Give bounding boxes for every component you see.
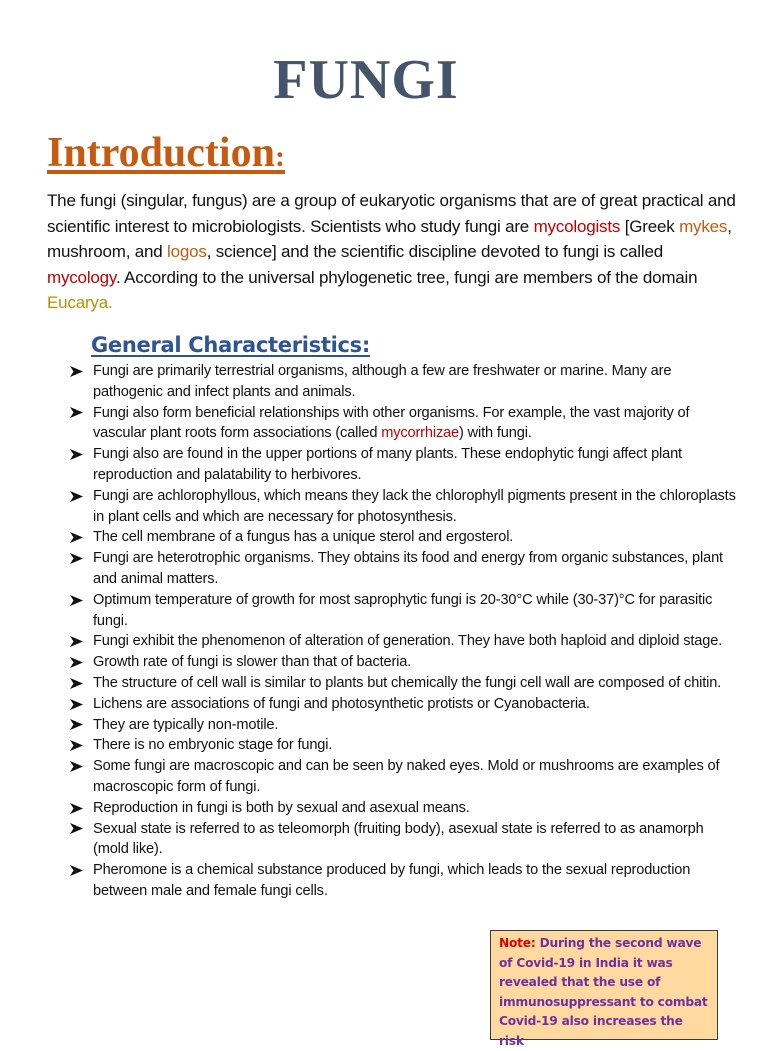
intro-text: , mushroom, and: [47, 216, 732, 261]
list-item: [70, 652, 740, 673]
arrowhead-bullet-icon: [70, 694, 84, 715]
term-logos: logos: [167, 242, 207, 261]
list-item: [70, 444, 740, 486]
list-item-text: Fungi also are found in the upper portions of many plants. These endophytic fungi affect plant reproduction and palatability to herbivores.: [93, 446, 682, 483]
list-item: [70, 403, 740, 445]
list-item-text: They are typically non-motile.: [93, 716, 279, 733]
list-item-text: Reproduction in fungi is both by sexual and asexual means.: [93, 799, 470, 816]
list-item-text: The structure of cell wall is similar to plants but chemically the fungi cell wall are composed of chitin.: [93, 674, 722, 691]
intro-text: The fungi (singular, fungus) are a group of eukaryotic organisms that are of great practical and scientific interest to microbiologists. Scientists who study fungi are: [47, 191, 736, 236]
list-item: [70, 548, 740, 590]
list-item: [70, 798, 740, 819]
arrowhead-bullet-icon: [70, 652, 84, 673]
list-item-text: Optimum temperature of growth for most saprophytic fungi is 20-30°C while (30-37)°C for parasitic fungi.: [93, 591, 713, 629]
introduction-paragraph: [47, 188, 737, 316]
arrowhead-bullet-icon: [70, 444, 84, 465]
arrowhead-bullet-icon: [70, 486, 84, 507]
list-item-text: Fungi also form beneficial relationships with other organisms. For example, the vast majority of vascular plant roots form associations (called: [93, 404, 690, 442]
arrowhead-bullet-icon: [70, 860, 84, 881]
characteristics-list: [70, 361, 740, 902]
list-item-text: Sexual state is referred to as teleomorph (fruiting body), asexual state is referred to as anamorph (mold like).: [93, 820, 704, 858]
list-item-text: Growth rate of fungi is slower than that of bacteria.: [93, 654, 412, 671]
list-item: [70, 694, 740, 715]
arrowhead-bullet-icon: [70, 527, 84, 548]
list-item: [70, 673, 740, 694]
list-item-text: Fungi exhibit the phenomenon of alteration of generation. They have both haploid and diploid stage.: [93, 633, 723, 650]
list-item-text: ) with fungi.: [459, 425, 532, 442]
list-item: [70, 715, 740, 736]
list-item: [70, 527, 740, 548]
arrowhead-bullet-icon: [70, 819, 84, 840]
arrowhead-bullet-icon: [70, 403, 84, 424]
arrowhead-bullet-icon: [70, 361, 84, 382]
term-mycorrhizae: mycorrhizae: [381, 425, 460, 442]
introduction-heading-colon: :: [274, 140, 285, 173]
list-item: [70, 860, 740, 902]
general-characteristics-heading: General Characteristics:: [91, 333, 370, 357]
list-item-text: Lichens are associations of fungi and photosynthetic protists or Cyanobacteria.: [93, 695, 590, 712]
list-item: [70, 819, 740, 861]
list-item: [70, 361, 740, 403]
list-item-text: Some fungi are macroscopic and can be seen by naked eyes. Mold or mushrooms are examples of macroscopic form of fungi.: [93, 758, 720, 795]
intro-text: , science] and the scientific discipline devoted to fungi is called: [206, 242, 663, 261]
list-item-text: Fungi are heterotrophic organisms. They obtains its food and energy from organic substances, plant and animal matters.: [93, 550, 723, 587]
term-mykes: mykes: [679, 216, 728, 236]
list-item-text: There is no embryonic stage for fungi.: [93, 737, 333, 754]
list-item: [70, 590, 740, 632]
list-item-text: Pheromone is a chemical substance produced by fungi, which leads to the sexual reproduction between male and female fungi cells.: [93, 862, 691, 899]
arrowhead-bullet-icon: [70, 715, 84, 736]
list-item: [70, 735, 740, 756]
introduction-heading: [47, 128, 285, 182]
term-mycology: mycology: [47, 267, 116, 287]
list-item: [70, 756, 740, 798]
intro-text: . According to the universal phylogenetic tree, fungi are members of the domain: [115, 267, 698, 287]
arrowhead-bullet-icon: [70, 798, 84, 819]
arrowhead-bullet-icon: [70, 735, 84, 756]
list-item-text: Fungi are achlorophyllous, which means they lack the chlorophyll pigments present in the chloroplasts in plant cells and which are necessary for photosynthesis.: [93, 487, 736, 525]
note-label: Note:: [499, 936, 536, 950]
list-item: [70, 631, 740, 652]
arrowhead-bullet-icon: [70, 756, 84, 777]
arrowhead-bullet-icon: [70, 590, 84, 611]
introduction-heading-text: Introduction: [47, 130, 275, 176]
arrowhead-bullet-icon: [70, 631, 84, 652]
list-item-text: Fungi are primarily terrestrial organisms, although a few are freshwater or marine. Many are pathogenic and infect plants and animals.: [93, 363, 672, 400]
list-item-text: The cell membrane of a fungus has a unique sterol and ergosterol.: [93, 529, 514, 546]
arrowhead-bullet-icon: [70, 548, 84, 569]
note-text: During the second wave of Covid-19 in India it was revealed that the use of immunosuppressant to combat Covid-19 also increases the risk: [499, 936, 708, 1048]
list-item: [70, 486, 740, 528]
term-eucarya: Eucarya.: [47, 293, 113, 312]
term-mycologists: mycologists: [533, 216, 621, 236]
arrowhead-bullet-icon: [70, 673, 84, 694]
page-title: FUNGI: [273, 49, 459, 111]
intro-text: [Greek: [620, 216, 680, 236]
